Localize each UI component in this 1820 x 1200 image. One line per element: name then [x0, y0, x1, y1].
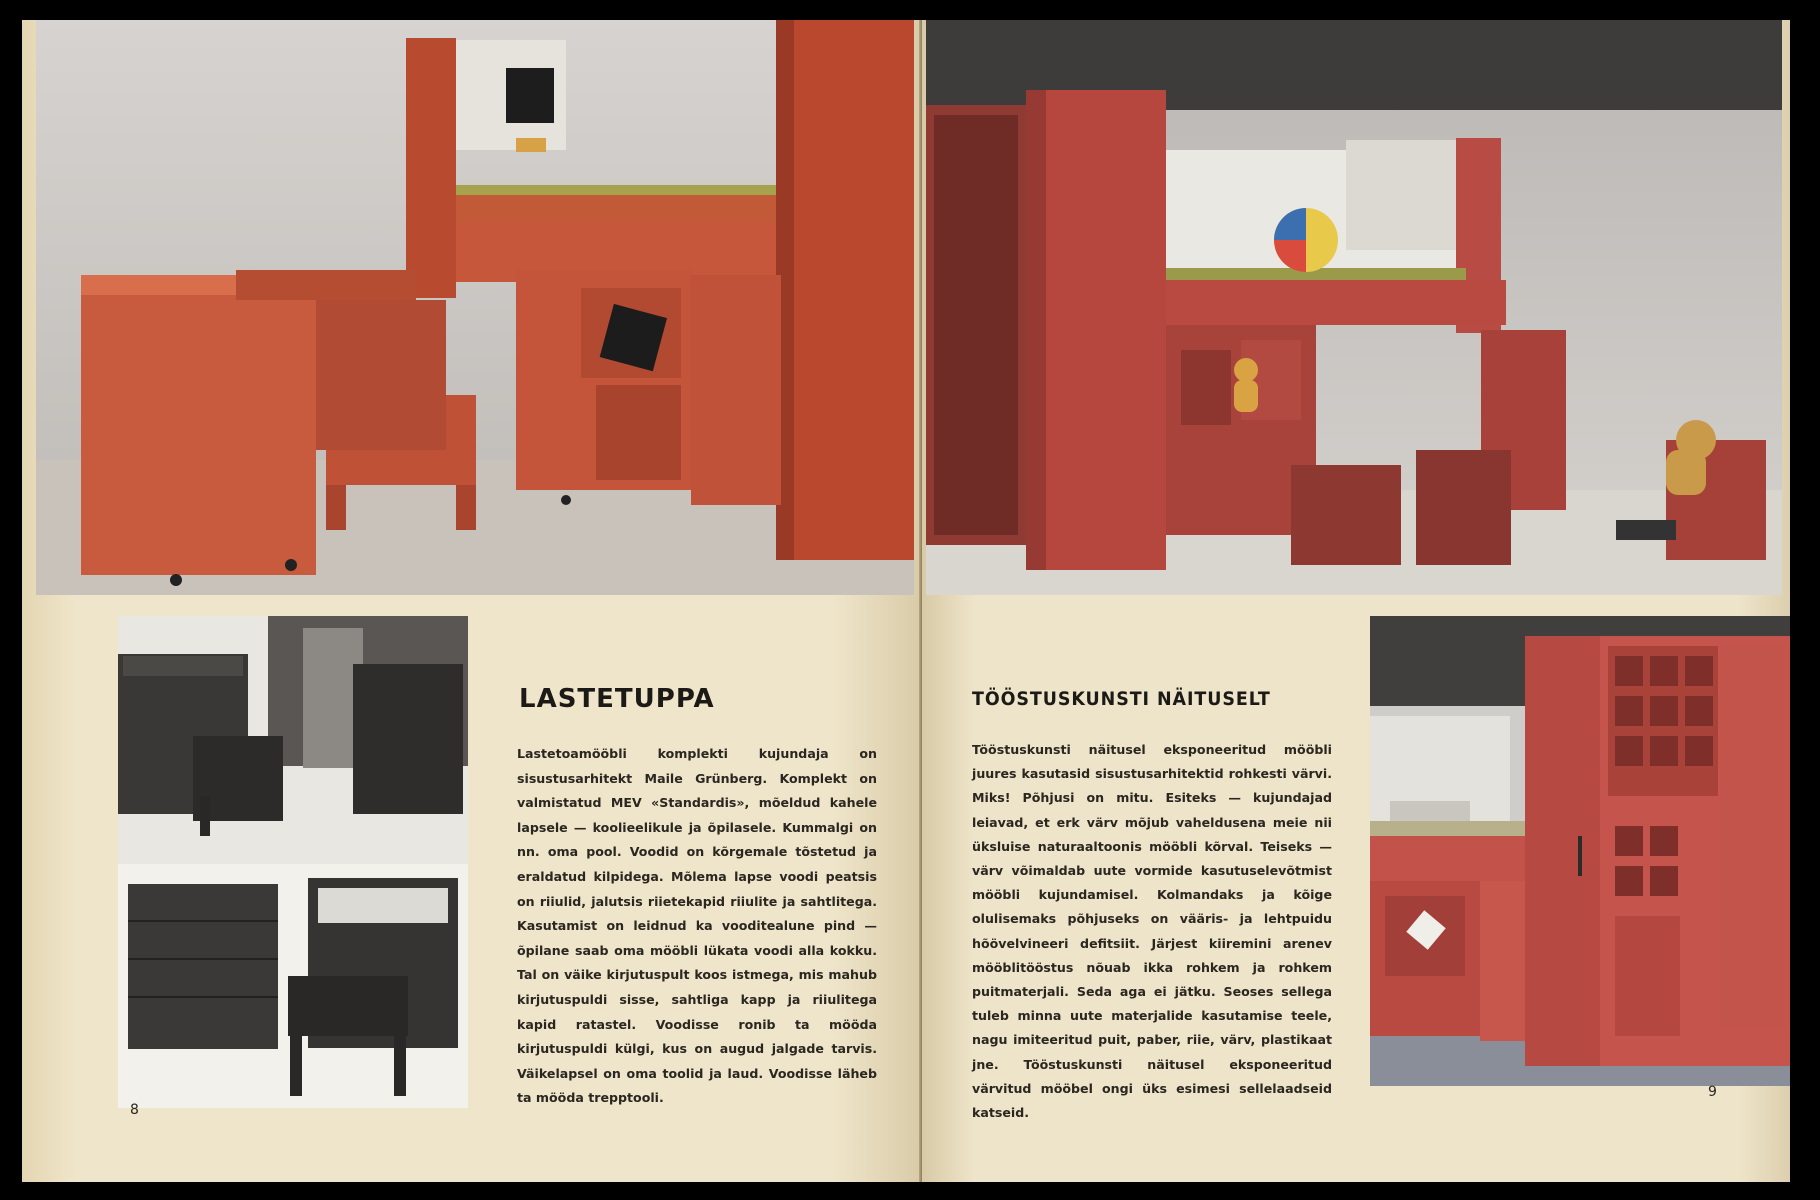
left-page [22, 20, 922, 1182]
article-body-naitus: Tööstuskunsti näitusel eksponeeritud mööbli juures kasutasid sisustusarhitektid rohkesti värvi. Miks! Põhjusi on mitu. Esiteks — kujundajad leiavad, et erk värv mõjub vaheldusena meie nii üksluise naturaaltoonis mööbli kõrval. Teiseks — värv võimaldab uute vormide kasutuselevõtmist mööbli kujundamisel. Kolmandaks ja kõige olulisemaks põhjuseks on vääris- ja lehtpuidu hõövelvineeri defitsiit. Järjest kiiremini arenev mööblitööstus nõuab ikka rohkem ja rohkem puitmaterjali. Seda aga ei jätku. Seoses sellega tuleb minna uute materjalide kasutamise teele, nagu imiteeritud puit, paber, riie, värv, plastikaat jne. Tööstuskunsti näitusel eksponeeritud värvitud mööbel ongi üks esimesi sellelaadseid katseid. [972, 742, 1332, 1121]
photo-children-room-left [36, 20, 914, 595]
photo-wardrobe-unit [1370, 616, 1790, 1086]
right-page [922, 20, 1790, 1182]
page-number-left: 8 [130, 1102, 139, 1118]
photo-exhibition-room [926, 20, 1782, 595]
article-title-lastetuppa: LASTETUPPA [519, 684, 715, 714]
article-body-lastetuppa: Lastetoamööbli komplekti kujundaja on sisustusarhitekt Maile Grünberg. Komplekt on valmistatud MEV «Standardis», mõeldud kahele lapsele — koolieelikule ja õpilasele. Kummalgi on nn. oma pool. Voodid on kõrgemale tõstetud ja eraldatud kilpidega. Mõlema lapse voodi peatsis on riiulid, jalutsis riietekapid riiulite ja sahtlitega. Kasutamist on leidnud ka vooditealune pind — õpilane saab oma mööbli lükata voodi alla kokku. Tal on väike kirjutuspult koos istmega, mis mahub kirjutuspuldi sisse, sahtliga kapp ja riiulitega kapid ratastel. Voodisse ronib ta mööda kirjutuspuldi külgi, kus on augud jalgade tarvis. Väikelapsel on oma toolid ja laud. Voodisse läheb ta mööda trepptooli. [517, 746, 877, 1106]
photo-bw-furniture-collage [118, 616, 468, 1108]
page-number-right: 9 [1708, 1084, 1717, 1100]
magazine-spread [22, 20, 1790, 1182]
article-title-naitus: TÖÖSTUSKUNSTI NÄITUSELT [972, 688, 1271, 710]
